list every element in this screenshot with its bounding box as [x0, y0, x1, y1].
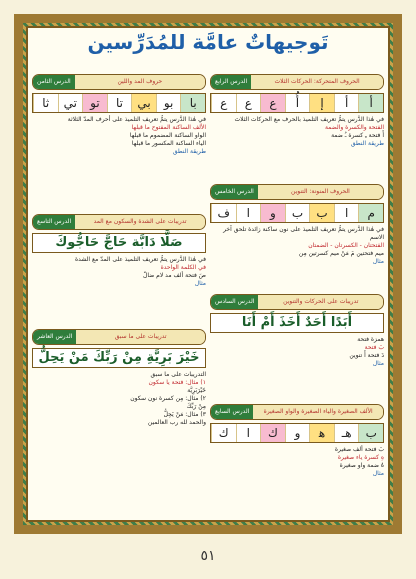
- letter-cell: أ: [358, 94, 383, 112]
- instruction-line: الفتحة والكسرة والضمة: [324, 124, 384, 131]
- lesson-number: الدرس الرابع: [211, 75, 251, 89]
- lesson-section: [210, 294, 384, 368]
- letter-cell: ك: [260, 424, 285, 442]
- instruction-line: خَيْرَبَرِيَّة: [187, 387, 206, 394]
- letter-cell: ع: [236, 94, 261, 112]
- method-label: طريقة النطق: [172, 148, 206, 155]
- letter-cell: ثا: [33, 94, 58, 112]
- example-words: خَيْرَ بَرِيَّةِ مِنْ رَبِّكَ مَنْ يَحِلُّ: [32, 348, 206, 368]
- instruction-line: في هٰذا الدَّرس يتمُّ تعريف التلميذ على أحرف المدّ الثلاثة: [67, 116, 206, 123]
- lesson-section: [32, 214, 206, 288]
- instruction-line: بَ فتحة ألف صغيرة: [334, 446, 384, 453]
- lesson-name: الألف الصغيرة والياء الصغيرة والواو الصغيرة: [253, 405, 383, 419]
- lesson-header: [210, 184, 384, 200]
- letter-cell: تو: [82, 94, 107, 112]
- lesson-number: الدرس الثامن: [33, 75, 75, 89]
- lesson-name: تدريبات على الشدة والسكون مع المد: [75, 215, 205, 229]
- instruction-line: دَ فتحة أَ تنوين: [349, 352, 384, 359]
- page-title: تَوجيهاتٌ عامَّة للمُدَرِّسين: [87, 30, 329, 54]
- instruction-line: ٢) مثال: مِن كسرة نون سكون: [130, 395, 206, 402]
- letter-cell: ع: [260, 94, 285, 112]
- instruction-line: في هٰذا الدَّرس يتمُّ تعريف التلميذ على نون ساكنة زائدة تلحق آخر الاسم: [223, 226, 384, 241]
- lesson-name: تدريبات على ما سبق: [76, 330, 205, 344]
- letter-cell: أ: [334, 94, 359, 112]
- letters-row: [210, 203, 384, 223]
- instruction-line: الياء الساكنة المكسور ما قبلها: [131, 140, 206, 147]
- instruction-line: مِنْ رَبِّكَ: [186, 403, 206, 410]
- letter-cell: ا: [236, 424, 261, 442]
- letter-cell: ف: [211, 204, 236, 222]
- instruction-line: ١) مثال: فتحة يا سكون: [148, 379, 206, 386]
- page-number: ٥١: [200, 548, 216, 564]
- lesson-header: [32, 74, 206, 90]
- lesson-number: الدرس التاسع: [33, 215, 75, 229]
- instruction-line: الواو الساكنة المضموم ما قبلها: [129, 132, 206, 139]
- instruction-line: الألف الساكنة المفتوح ما قبلها: [131, 124, 206, 131]
- lesson-header: [210, 404, 384, 420]
- instruction-line: في الكلمة الواحدة: [160, 264, 206, 271]
- lesson-section: [32, 329, 206, 427]
- instruction-line: بَ فتحة: [364, 344, 384, 351]
- letter-cell: م: [358, 204, 383, 222]
- letter-cell: و: [285, 424, 310, 442]
- instruction-line: همزة فتحة: [357, 336, 384, 343]
- right-column: [210, 74, 384, 514]
- instruction-line: في هٰذا الدَّرس يتمُّ تعريف التلميذ بالحرف مع الحركات الثلاث: [234, 116, 384, 123]
- instruction-line: هِ كسرة ياء صغيرة: [337, 454, 384, 461]
- letter-cell: هـ: [334, 424, 359, 442]
- lesson-name: الحروف المنونة: التنوين: [258, 185, 383, 199]
- lesson-section: [210, 404, 384, 478]
- letter-cell: بي: [131, 94, 156, 112]
- instruction-line: هُ ضمة واو صغيرة: [339, 462, 384, 469]
- instruction-line: والحمد لله رب العالمين: [147, 419, 206, 426]
- lesson-section: [32, 74, 206, 156]
- method-label: مثال: [372, 258, 384, 265]
- lesson-header: [210, 74, 384, 90]
- method-label: طريقة النطق: [350, 140, 384, 147]
- lesson-number: الدرس السابع: [211, 405, 253, 419]
- letter-cell: ب: [309, 204, 334, 222]
- letter-cell: بو: [156, 94, 181, 112]
- method-label: مثال: [372, 360, 384, 367]
- letters-row: [32, 93, 206, 113]
- instruction-line: التدريبات على ما سبق: [150, 371, 206, 378]
- example-words: أَبَدًا أَحَدٌ أَخَذَ أَمْ أَنَا: [210, 313, 384, 333]
- lesson-section: [210, 184, 384, 266]
- letter-cell: ب: [358, 424, 383, 442]
- letters-row: [210, 423, 384, 443]
- instruction-line: صَ فتحة ألف مد لام ضالّ: [142, 272, 206, 279]
- lesson-number: الدرس السادس: [211, 295, 258, 309]
- instruction-line: الفتحتان - الكسرتان - الضمتان: [308, 242, 384, 249]
- method-label: مثال: [372, 470, 384, 477]
- letters-row: [210, 93, 384, 113]
- left-column: [32, 74, 206, 514]
- method-label: مثال: [194, 280, 206, 287]
- letter-cell: ع: [211, 94, 236, 112]
- letter-cell: و: [260, 204, 285, 222]
- instruction-line: في هٰذا الدَّرس يتمُّ تعريف التلميذ على المدّ مع الشدة: [74, 256, 206, 263]
- letter-cell: تا: [107, 94, 132, 112]
- lesson-number: الدرس الخامس: [211, 185, 258, 199]
- instruction-line: ٣) مثال: مَنْ يَحِلُّ: [163, 411, 206, 418]
- letter-cell: ا: [334, 204, 359, 222]
- lesson-section: [210, 74, 384, 148]
- lesson-header: [32, 214, 206, 230]
- letter-cell: با: [180, 94, 205, 112]
- letter-cell: أُ: [285, 94, 310, 112]
- lesson-name: الحروف المتحركة: الحركات الثلاث: [251, 75, 383, 89]
- instruction-line: أَ فتحة ـِ كسرة ـُ ضمة: [331, 132, 384, 139]
- letter-cell: ب: [285, 204, 310, 222]
- lesson-name: حروف المد واللين: [75, 75, 205, 89]
- lesson-name: تدريبات على الحركات والتنوين: [258, 295, 383, 309]
- lesson-header: [32, 329, 206, 345]
- letter-cell: ﮬ: [309, 424, 334, 442]
- lesson-header: [210, 294, 384, 310]
- letter-cell: إ: [309, 94, 334, 112]
- lesson-number: الدرس العاشر: [33, 330, 76, 344]
- example-words: صَلَّا دَابَّة حَاجَّ حَاجُّوكَ: [32, 233, 206, 253]
- letter-cell: تي: [58, 94, 83, 112]
- instruction-line: ميم فتحتين مَ مَنْ ميم كسرتين مِن: [298, 250, 384, 257]
- letter-cell: ا: [236, 204, 261, 222]
- letter-cell: ك: [211, 424, 236, 442]
